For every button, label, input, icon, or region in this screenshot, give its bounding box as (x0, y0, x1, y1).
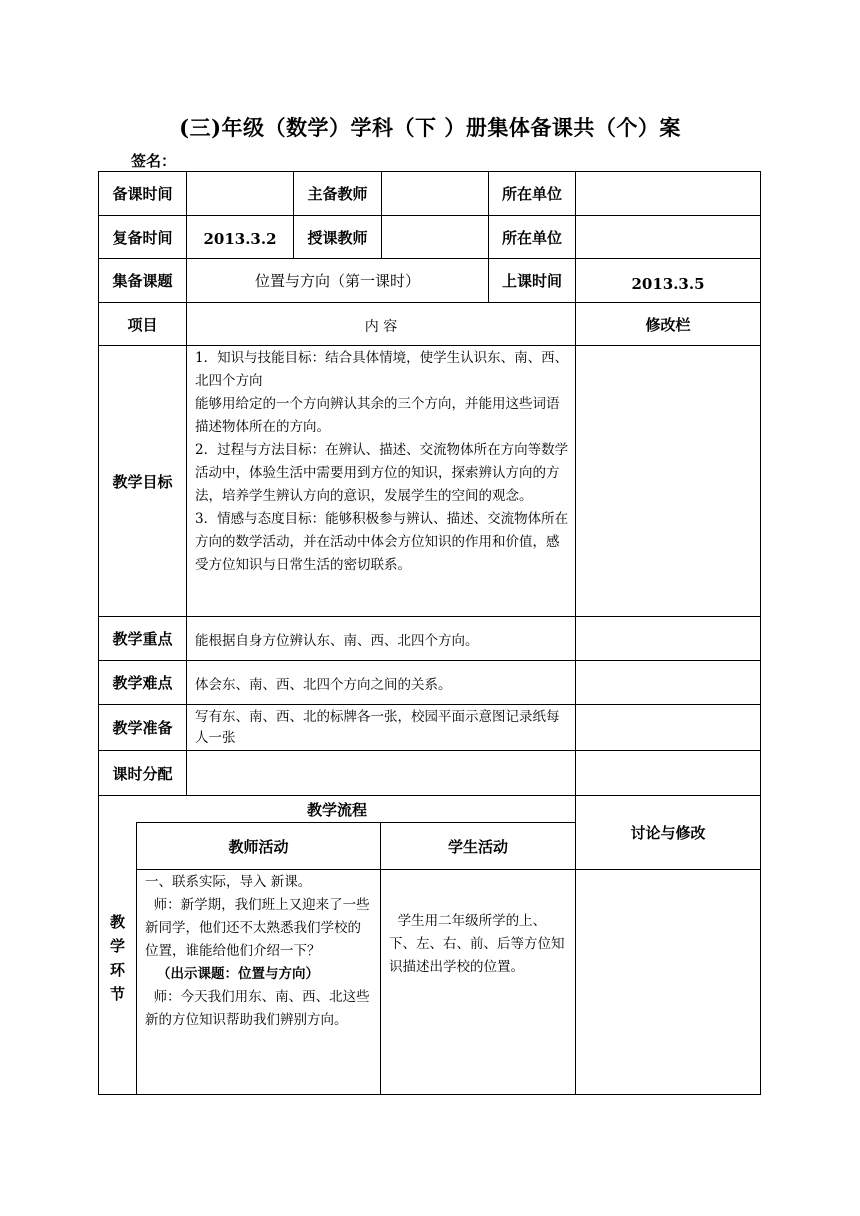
unit-label: 所在单位 (501, 185, 562, 203)
teacher-activity-cell (137, 870, 380, 1094)
discuss-header: 讨论与修改 (630, 824, 706, 842)
review-time-value: 2013.3.2 (203, 230, 277, 248)
unit-value (576, 172, 760, 215)
review-time-label: 复备时间 (112, 228, 173, 247)
student-activity-header: 学生活动 (447, 837, 508, 856)
process-title: 教学流程 (306, 800, 367, 819)
teaching-stage-text: 教 学 环 节 (109, 913, 125, 1003)
teacher-activity-speech-2: 师：今天我们用东、南、西、北这些新的方位知识帮助我们辨别方向。 (145, 989, 370, 1028)
topic-label: 集备课题 (112, 272, 173, 290)
schedule-label: 课时分配 (112, 764, 173, 783)
teacher-activity-topic: （出示课题：位置与方向） (157, 966, 319, 982)
document-title: (三)年级（数学）学科（下 ）册集体备课共（个）案 (179, 115, 681, 140)
class-time-value: 2013.3.5 (631, 274, 705, 293)
content-header: 内 容 (364, 319, 398, 335)
discuss-cell (576, 870, 760, 1094)
topic-value: 位置与方向（第一课时） (254, 272, 420, 290)
item-header: 项目 (127, 315, 158, 334)
class-teacher-label: 授课教师 (307, 228, 368, 247)
class-teacher-value (382, 216, 488, 258)
schedule-text (187, 751, 575, 795)
signature-label: 签名： (131, 152, 177, 170)
key-points-label: 教学重点 (112, 630, 173, 648)
class-time-label: 上课时间 (501, 272, 562, 290)
revise-header: 修改栏 (645, 315, 691, 334)
key-points-text: 能根据自身方位辨认东、南、西、北四个方向。 (195, 632, 479, 649)
unit-value-2 (576, 216, 760, 258)
teacher-activity-speech-1: 师：新学期，我们班上又迎来了一些新同学，他们还不太熟悉我们学校的位置，谁能给他们介绍一下？ (145, 897, 370, 959)
lead-teacher-value (382, 172, 488, 215)
teacher-activity-intro: 一、联系实际，导入 新课。 (145, 874, 312, 890)
preparation-text: 写有东、南、西、北的标牌各一张，校园平面示意图记录纸每人一张 (195, 709, 560, 746)
teacher-activity-header: 教师活动 (228, 837, 289, 856)
goals-text: 1．知识与技能目标：结合具体情境，使学生认识东、南、西、北四个方向 能够用给定的一个方向辨认其余的三个方向，并能用这些词语描述物体所在的方向。 2．过程与方法目标：在辨认、描述、交流物体所在方向等数学活动中，体验生活中需要用到方位的知识，探索辨认方向的方法，培养学生辨认方向的意识，发展学生的空间的观念。 3．情感与态度目标：能够积极参与辨认、描述、交流物体所在方向的数学活动，并在活动中体会方位知识的作用和价值，感受方位知识与日常生活的密切联系。 (195, 350, 569, 573)
difficulties-label: 教学难点 (112, 674, 173, 692)
unit-label-2: 所在单位 (501, 228, 562, 247)
lead-teacher-label: 主备教师 (307, 185, 368, 203)
preparation-label: 教学准备 (112, 719, 173, 737)
prep-time-value (187, 172, 293, 215)
student-activity-text: 学生用二年级所学的上、下、左、右、前、后等方位知识描述出学校的位置。 (389, 913, 565, 975)
goals-label: 教学目标 (112, 472, 173, 491)
teaching-stage-label (99, 910, 136, 1010)
prep-time-label: 备课时间 (112, 185, 173, 203)
difficulties-text: 体会东、南、西、北四个方向之间的关系。 (195, 676, 452, 693)
